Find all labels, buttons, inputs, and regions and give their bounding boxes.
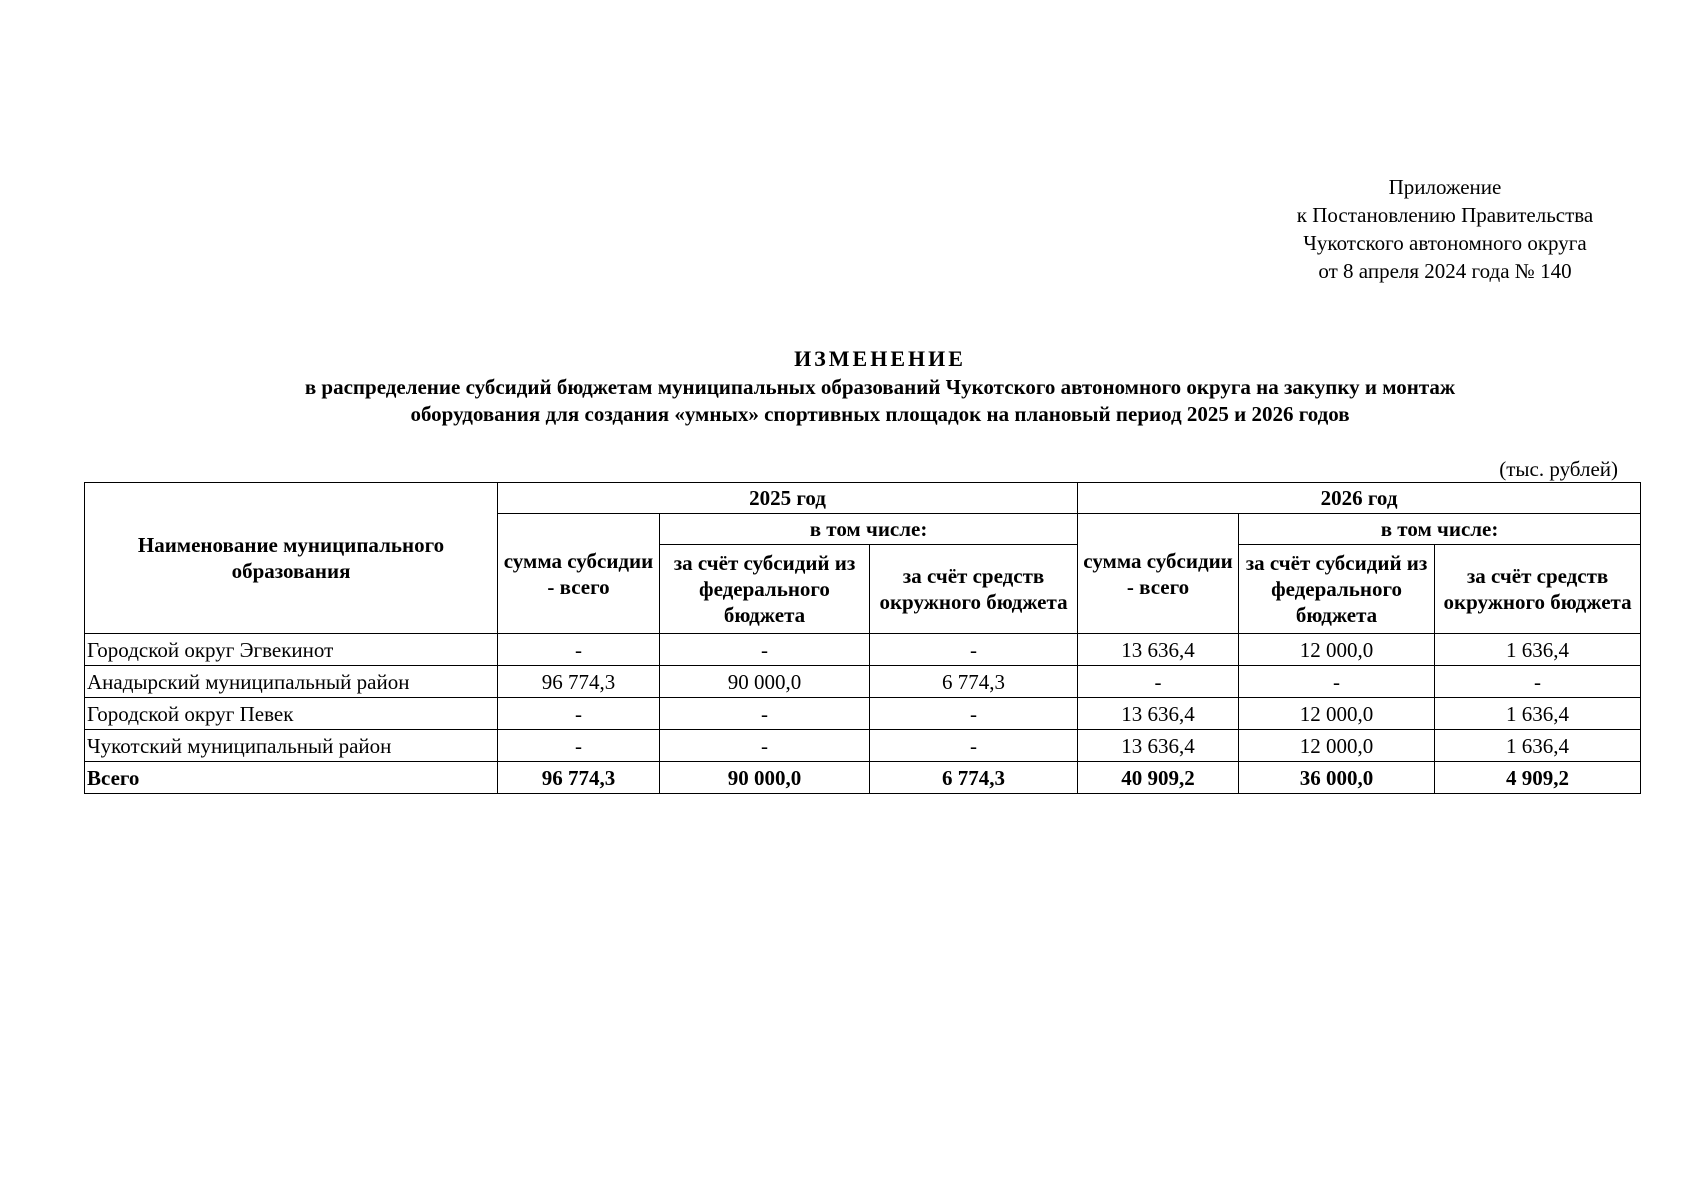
total-2025-total: 96 774,3 [498, 762, 660, 794]
cell-2025-federal: - [660, 730, 870, 762]
annex-line-1: Приложение [1388, 175, 1502, 199]
header-2025-federal: за счёт субсидий из федерального бюджета [660, 545, 870, 634]
total-2025-district: 6 774,3 [870, 762, 1078, 794]
total-label: Всего [85, 762, 498, 794]
header-row-years [85, 483, 1641, 514]
cell-2025-total: - [498, 634, 660, 666]
cell-2026-federal: - [1239, 666, 1435, 698]
cell-2025-district: - [870, 730, 1078, 762]
municipality-name: Анадырский муниципальный район [85, 666, 498, 698]
header-2026-district: за счёт средств окружного бюджета [1435, 545, 1641, 634]
cell-2026-district: 1 636,4 [1435, 634, 1641, 666]
total-2026-total: 40 909,2 [1078, 762, 1239, 794]
total-2026-district: 4 909,2 [1435, 762, 1641, 794]
cell-2025-total: - [498, 730, 660, 762]
cell-2026-total: 13 636,4 [1078, 698, 1239, 730]
cell-2025-federal: 90 000,0 [660, 666, 870, 698]
subsidy-table [84, 482, 1641, 794]
cell-2025-district: - [870, 698, 1078, 730]
table-row [85, 698, 1641, 730]
header-2026-including: в том числе: [1239, 514, 1641, 545]
header-2026-federal: за счёт субсидий из федерального бюджета [1239, 545, 1435, 634]
cell-2026-total: - [1078, 666, 1239, 698]
header-2025-including: в том числе: [660, 514, 1078, 545]
total-row [85, 762, 1641, 794]
cell-2026-federal: 12 000,0 [1239, 730, 1435, 762]
units-note: (тыс. рублей) [1499, 457, 1618, 481]
document-subtitle-line-1: в распределение субсидий бюджетам муниципальных образований Чукотского автономного округа на закупку и монтаж [304, 375, 1456, 399]
table-row [85, 666, 1641, 698]
cell-2026-total: 13 636,4 [1078, 730, 1239, 762]
municipality-name: Чукотский муниципальный район [85, 730, 498, 762]
total-2025-federal: 90 000,0 [660, 762, 870, 794]
table-row [85, 730, 1641, 762]
cell-2025-district: 6 774,3 [870, 666, 1078, 698]
header-year-2025: 2025 год [498, 483, 1078, 514]
header-municipality: Наименование муниципального образования [85, 483, 498, 634]
cell-2026-district: - [1435, 666, 1641, 698]
document-subtitle-line-2: оборудования для создания «умных» спортивных площадок на плановый период 2025 и 2026 годов [410, 402, 1350, 426]
table-row [85, 634, 1641, 666]
annex-line-2: к Постановлению Правительства [1296, 203, 1594, 227]
header-2026-total: сумма субсидии - всего [1078, 514, 1239, 634]
cell-2025-federal: - [660, 698, 870, 730]
document-heading [160, 344, 1600, 428]
annex-line-3: Чукотского автономного округа [1303, 231, 1587, 255]
cell-2025-federal: - [660, 634, 870, 666]
header-year-2026: 2026 год [1078, 483, 1641, 514]
cell-2025-total: - [498, 698, 660, 730]
cell-2026-district: 1 636,4 [1435, 698, 1641, 730]
cell-2026-total: 13 636,4 [1078, 634, 1239, 666]
annex-block [1240, 173, 1650, 285]
header-2025-total: сумма субсидии - всего [498, 514, 660, 634]
annex-line-4: от 8 апреля 2024 года № 140 [1318, 259, 1572, 283]
municipality-name: Городской округ Певек [85, 698, 498, 730]
cell-2025-total: 96 774,3 [498, 666, 660, 698]
cell-2026-federal: 12 000,0 [1239, 698, 1435, 730]
cell-2025-district: - [870, 634, 1078, 666]
total-2026-federal: 36 000,0 [1239, 762, 1435, 794]
cell-2026-district: 1 636,4 [1435, 730, 1641, 762]
header-2025-district: за счёт средств окружного бюджета [870, 545, 1078, 634]
document-title: ИЗМЕНЕНИЕ [794, 346, 966, 371]
cell-2026-federal: 12 000,0 [1239, 634, 1435, 666]
municipality-name: Городской округ Эгвекинот [85, 634, 498, 666]
